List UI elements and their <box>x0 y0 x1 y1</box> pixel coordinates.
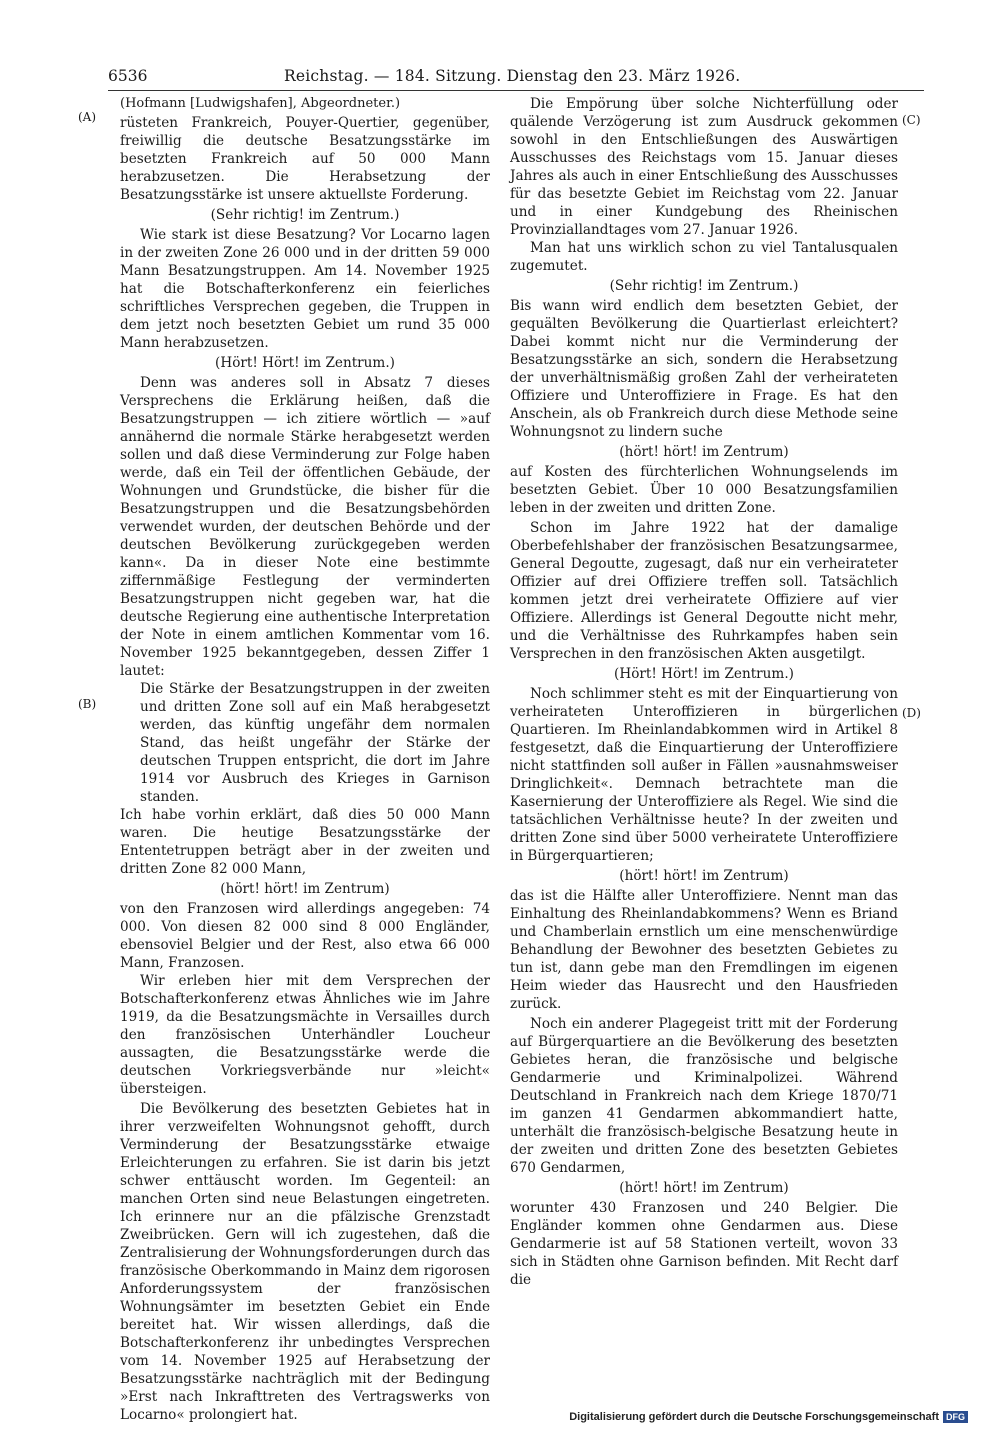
dfg-logo: DFG <box>943 1411 968 1423</box>
interjection: (hört! hört! im Zentrum) <box>220 881 390 897</box>
paragraph: worunter 430 Franzosen und 240 Belgier. Die Engländer kommen ohne Gendarmen aus. Diese Gendarmerie ist auf 58 Stationen verteilt, wovon 33 sich in Städten ohne Garnison befinden. Mit Recht darf die <box>510 1200 898 1288</box>
margin-marker-a: (A) <box>78 110 97 124</box>
interjection: (Hört! Hört! im Zentrum.) <box>614 666 794 682</box>
right-column <box>510 95 898 1289</box>
margin-marker-c: (C) <box>902 113 921 127</box>
margin-marker-d: (D) <box>902 706 921 720</box>
paragraph: von den Franzosen wird allerdings angegeben: 74 000. Von diesen 82 000 sind 8 000 Engländer, ebensoviel Belgier und der Rest, also etwa 66 000 Mann, Franzosen. <box>120 901 490 971</box>
paragraph: Ich habe vorhin erklärt, daß dies 50 000 Mann waren. Die heutige Besatzungsstärke der Ententetruppen beträgt aber in der zweiten und dritten Zone 82 000 Mann, <box>120 807 490 877</box>
paragraph: Wir erleben hier mit dem Versprechen der Botschafterkonferenz etwas Ähnliches wie im Jahre 1919, da die Besatzungsmächte in Versailles durch den französischen Unterhändler Loucheur aussagten, die Besatzungsstärke werde die deutschen Vorkriegsverbände nur »leicht« übersteigen. <box>120 973 490 1097</box>
page-number: 6536 <box>108 67 148 85</box>
speaker-attribution: (Hofmann [Ludwigshafen], Abgeordneter.) <box>120 96 401 111</box>
interjection: (Sehr richtig! im Zentrum.) <box>609 278 799 294</box>
interjection: (hört! hört! im Zentrum) <box>619 444 789 460</box>
paragraph: Bis wann wird endlich dem besetzten Gebiet, der gequälten Bevölkerung die Quartierlast erleichtert? Dabei kommt nicht nur die Verminderung der Besatzungsstärke an sich, sondern die Herabsetzung der unverhältnismäßig großen Zahl der verheirateten Offiziere und Unteroffiziere in Frage. Es hat den Anschein, als ob Frankreich durch diese Methode seine Wohnungsnot zu lindern suche <box>510 298 898 440</box>
paragraph: Die Empörung über solche Nichterfüllung oder quälende Verzögerung ist zum Ausdruck gekommen sowohl in den Entschließungen des Auswärtigen Ausschusses des Reichstags vom 15. Januar dieses Jahres als auch in einer Entschließung des Ausschusses für das besetzte Gebiet im Reichstag vom 22. Januar und in einer Kundgebung des Rheinischen Provinziallandtages vom 27. Januar 1926. <box>510 96 898 238</box>
paragraph: Noch schlimmer steht es mit der Einquartierung von verheirateten Unteroffizieren in bürgerlichen Quartieren. Im Rheinlandabkommen wird in Artikel 8 festgesetzt, daß die Einquartierung der Unteroffiziere nicht stattfinden soll außer in Fällen »ausnahmsweiser Dringlichkeit«. Demnach betrachtete man die Kasernierung der Unteroffiziere als Regel. Wie sind die tatsächlichen Verhältnisse heute? In der zweiten und dritten Zone sind über 5000 verheiratete Unteroffiziere in Bürgerquartieren; <box>510 686 898 864</box>
block-quote: Die Stärke der Besatzungstruppen in der zweiten und dritten Zone soll auf ein Maß herabgesetzt werden, das künftig ungefähr dem normalen Stand, das heißt ungefähr der Stärke der deutschen Truppen entspricht, die dort im Jahre 1914 vor Ausbruch des Krieges in Garnison standen. <box>140 681 490 805</box>
paragraph: Schon im Jahre 1922 hat der damalige Oberbefehlshaber der französischen Besatzungsarmee, General Degoutte, zugesagt, daß nur ein verheirateter Offizier auf drei Offiziere treffen soll. Tatsächlich kommen jetzt drei verheiratete Offiziere auf vier Offiziere. Allerdings ist General Degoutte nicht mehr, und die Verhältnisse des Ruhrkampfes haben sein Versprechen in den französischen Akten ausgetilgt. <box>510 520 898 662</box>
interjection: (Hört! Hört! im Zentrum.) <box>215 355 395 371</box>
interjection: (Sehr richtig! im Zentrum.) <box>210 207 400 223</box>
paragraph: Man hat uns wirklich schon zu viel Tantalusqualen zugemutet. <box>510 240 898 274</box>
paragraph: rüsteten Frankreich, Pouyer-Quertier, gegenüber, freiwillig die deutsche Besatzungsstärke im besetzten Frankreich auf 50 000 Mann herabzusetzen. Die Herabsetzung der Besatzungsstärke ist unsere aktuellste Forderung. <box>120 115 490 203</box>
interjection: (hört! hört! im Zentrum) <box>619 1180 789 1196</box>
running-head: Reichstag. — 184. Sitzung. Dienstag den 23. März 1926. <box>284 67 741 85</box>
interjection: (hört! hört! im Zentrum) <box>619 868 789 884</box>
paragraph: Wie stark ist diese Besatzung? Vor Locarno lagen in der zweiten Zone 26 000 und in der dritten 59 000 Mann Besatzungstruppen. Am 14. November 1925 hat die Botschafterkonferenz ein feierliches schriftliches Versprechen gegeben, die Truppen in dem jetzt noch besetzten Gebiet um rund 35 000 Mann herabzusetzen. <box>120 227 490 351</box>
footer-credit: Digitalisierung gefördert durch die Deutsche Forschungsgemeinschaft <box>569 1411 939 1423</box>
footer <box>569 1411 968 1423</box>
paragraph: Noch ein anderer Plagegeist tritt mit der Forderung auf Bürgerquartiere an die Bevölkerung des besetzten Gebietes heran, die französische und belgische Gendarmerie und Kriminalpolizei. Während Deutschland in Frankreich nach dem Kriege 1870/71 im ganzen 41 Gendarmen abkommandiert hatte, unterhält die französisch-belgische Besatzung heute in der zweiten und dritten Zone des besetzten Gebietes 670 Gendarmen, <box>510 1016 898 1176</box>
header-rule <box>108 90 924 91</box>
paragraph: Die Bevölkerung des besetzten Gebietes hat in ihrer verzweifelten Wohnungsnot gehofft, durch Verminderung der Besatzungsstärke etwaige Erleichterungen zu erfahren. Sie ist darin bis jetzt schwer enttäuscht worden. Im Gegenteil: an manchen Orten sind neue Belastungen eingetreten. Ich erinnere nur an die pfälzische Grenzstadt Zweibrücken. Gern will ich zugestehen, daß die Zentralisierung der Wohnungsforderungen durch das französische Oberkommando in Mainz dem rigorosen Anforderungssystem der französischen Wohnungsämter im besetzten Gebiet ein Ende bereitet hat. Wir wissen allerdings, daß die Botschafterkonferenz ihr unbedingtes Versprechen vom 14. November 1925 auf Herabsetzung der Besatzungsstärke nachträglich mit der Bedingung »Erst nach Inkrafttreten des Vertragswerks von Locarno« prolongiert hat. <box>120 1101 490 1423</box>
paragraph: Denn was anderes soll in Absatz 7 dieses Versprechens die Erklärung heißen, daß die Besatzungstruppen — ich zitiere wörtlich — »auf annähernd die normale Stärke herabgesetzt werden sollen und daß diese Verminderung zur Folge haben werde, daß ein Teil der öffentlichen Gebäude, der Wohnungen und Grundstücke, die bisher für die Besatzungstruppen und die Besatzungsbehörden verwendet wurden, der deutschen Behörde und der deutschen Bevölkerung zurückgegeben werden kann«. Da in dieser Note eine bestimmte ziffernmäßige Festlegung der verminderten Besatzungstruppen nicht gegeben war, hat die deutsche Regierung eine authentische Interpretation der Note in einem amtlichen Kommentar vom 16. November 1925 bekanntgegeben, dessen Ziffer 1 lautet: <box>120 375 490 679</box>
left-column <box>120 95 490 1424</box>
paragraph: auf Kosten des fürchterlichen Wohnungselends im besetzten Gebiet. Über 10 000 Besatzungsfamilien leben in der zweiten und dritten Zone. <box>510 464 898 516</box>
paragraph: das ist die Hälfte aller Unteroffiziere. Nennt man das Einhaltung des Rheinlandabkommens? Wenn es Briand und Chamberlain ernstlich um eine menschenwürdige Behandlung der Bewohner des besetzten Gebietes zu tun ist, dann gebe man den Fremdlingen im eigenen Heim wieder das Hausrecht und den Hausfrieden zurück. <box>510 888 898 1012</box>
margin-marker-b: (B) <box>78 697 97 711</box>
